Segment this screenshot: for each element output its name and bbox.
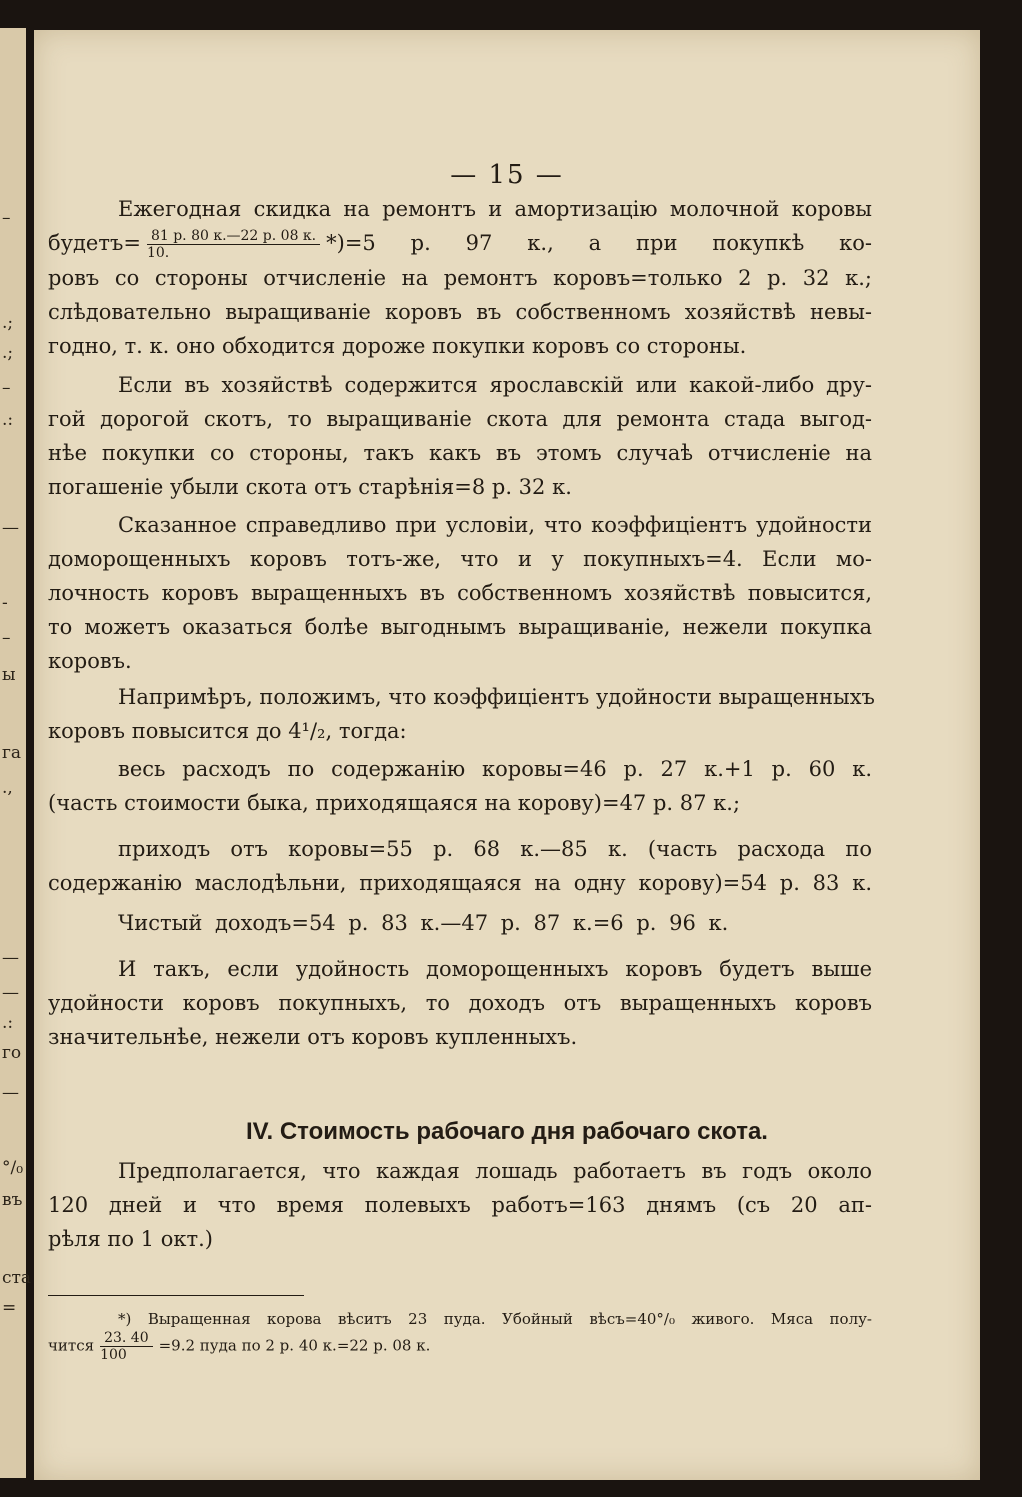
paragraph-expense	[48, 752, 872, 820]
text-line: ровъ со стороны отчисленіе на ремонтъ коровъ=только 2 р. 32 к.;	[48, 266, 872, 290]
text-line: весь расходъ по содержанію коровы=46 р. 27 к.+1 р. 60 к.	[118, 757, 872, 781]
fraction	[147, 228, 320, 261]
margin-fragment: .:	[2, 410, 14, 430]
paragraph-amortization	[48, 192, 872, 363]
fraction-denominator: 100	[100, 1347, 127, 1363]
paragraph-example	[48, 680, 875, 748]
margin-fragment: ы	[2, 665, 16, 685]
text-line: нѣе покупки со стороны, такъ какъ въ этомъ случаѣ отчисленіе на	[48, 441, 872, 465]
text-line: коровъ повысится до 4¹/₂, тогда:	[48, 719, 407, 743]
text-line-with-fraction	[48, 226, 872, 261]
paragraph-working-days	[48, 1154, 872, 1256]
margin-fragment: .;	[2, 313, 14, 333]
text-line: (часть стоимости быка, приходящаяся на корову)=47 р. 87 к.;	[48, 791, 741, 815]
text-line: коровъ.	[48, 649, 132, 673]
footnote	[48, 1308, 872, 1363]
margin-fragment: го	[2, 1043, 22, 1063]
book-page	[34, 30, 980, 1480]
fraction	[100, 1330, 153, 1363]
text-fragment: *)=5 р. 97 к., а при покупкѣ ко-	[326, 231, 872, 255]
text-line: Ежегодная скидка на ремонтъ и амортизацію молочной коровы	[118, 197, 872, 221]
margin-fragment: =	[2, 1298, 17, 1318]
footnote-line-with-fraction	[48, 1330, 872, 1363]
page-number: — 15 —	[450, 160, 564, 190]
text-fragment: чится	[48, 1336, 95, 1355]
text-line: Напримѣръ, положимъ, что коэффиціентъ удойности выращенныхъ	[118, 685, 875, 709]
text-line: содержанію маслодѣльни, приходящаяся на одну корову)=54 р. 83 к.	[48, 871, 872, 895]
margin-fragment: —	[2, 1083, 19, 1103]
footnote-line: *) Выращенная корова вѣситъ 23 пуда. Убойный вѣсъ=40°/₀ живого. Мяса полу-	[118, 1310, 872, 1328]
footnote-divider	[48, 1295, 304, 1296]
margin-fragment: .:	[2, 1013, 14, 1033]
paragraph-conclusion	[48, 952, 872, 1054]
margin-fragment: –	[2, 628, 11, 648]
margin-fragment: .,	[2, 778, 13, 798]
paragraph-net-income	[48, 906, 872, 940]
text-line: погашеніе убыли скота отъ старѣнія=8 р. 32 к.	[48, 475, 572, 499]
paragraph-yaroslavl-cattle	[48, 368, 872, 504]
text-line: И такъ, если удойность доморощенныхъ коровъ будетъ выше	[118, 957, 872, 981]
margin-fragment: .;	[2, 343, 14, 363]
text-fragment: =9.2 пуда по 2 р. 40 к.=22 р. 08 к.	[158, 1336, 431, 1355]
paragraph-income	[48, 832, 872, 900]
previous-page-edge	[0, 28, 32, 1478]
text-fragment: будетъ=	[48, 231, 141, 255]
text-line: то можетъ оказаться болѣе выгоднымъ выращиваніе, нежели покупка	[48, 615, 872, 639]
text-line: Чистый доходъ=54 р. 83 к.—47 р. 87 к.=6 р. 96 к.	[118, 911, 729, 935]
text-line: Сказанное справедливо при условіи, что коэффиціентъ удойности	[118, 513, 872, 537]
text-line: годно, т. к. оно обходится дороже покупки коровъ со стороны.	[48, 334, 747, 358]
text-line: слѣдовательно выращиваніе коровъ въ собственномъ хозяйствѣ невы-	[48, 300, 872, 324]
margin-fragment: ста	[2, 1268, 32, 1288]
fraction-denominator: 10.	[146, 245, 170, 261]
text-line: приходъ отъ коровы=55 р. 68 к.—85 к. (часть расхода по	[118, 837, 872, 861]
paragraph-yield-coefficient	[48, 508, 872, 678]
margin-fragment: –	[2, 208, 11, 228]
text-line: значительнѣе, нежели отъ коровъ купленныхъ.	[48, 1025, 578, 1049]
text-line: гой дорогой скотъ, то выращиваніе скота для ремонта стада выгод-	[48, 407, 872, 431]
text-line: доморощенныхъ коровъ тотъ-же, что и у покупныхъ=4. Если мо-	[48, 547, 872, 571]
margin-fragment: °/₀	[2, 1158, 24, 1178]
text-line: 120 дней и что время полевыхъ работъ=163 днямъ (съ 20 ап-	[48, 1193, 872, 1217]
margin-fragment: —	[2, 948, 19, 968]
margin-fragment: —	[2, 983, 19, 1003]
margin-fragment: —	[2, 518, 19, 538]
text-line: Если въ хозяйствѣ содержится ярославскій или какой-либо дру-	[118, 373, 872, 397]
section-heading: IV. Стоимость рабочаго дня рабочаго скота.	[246, 1118, 768, 1145]
fraction-numerator: 81 р. 80 к.—22 р. 08 к.	[147, 228, 320, 245]
text-line: лочность коровъ выращенныхъ въ собственномъ хозяйствѣ повысится,	[48, 581, 872, 605]
margin-fragment: га	[2, 743, 22, 763]
margin-fragment: –	[2, 378, 11, 398]
fraction-numerator: 23. 40	[100, 1330, 153, 1347]
text-line: рѣля по 1 окт.)	[48, 1227, 213, 1251]
text-line: удойности коровъ покупныхъ, то доходъ отъ выращенныхъ коровъ	[48, 991, 872, 1015]
margin-fragment: въ	[2, 1190, 23, 1210]
text-line: Предполагается, что каждая лошадь работаетъ въ годъ около	[118, 1159, 872, 1183]
margin-fragment: -	[2, 593, 8, 613]
